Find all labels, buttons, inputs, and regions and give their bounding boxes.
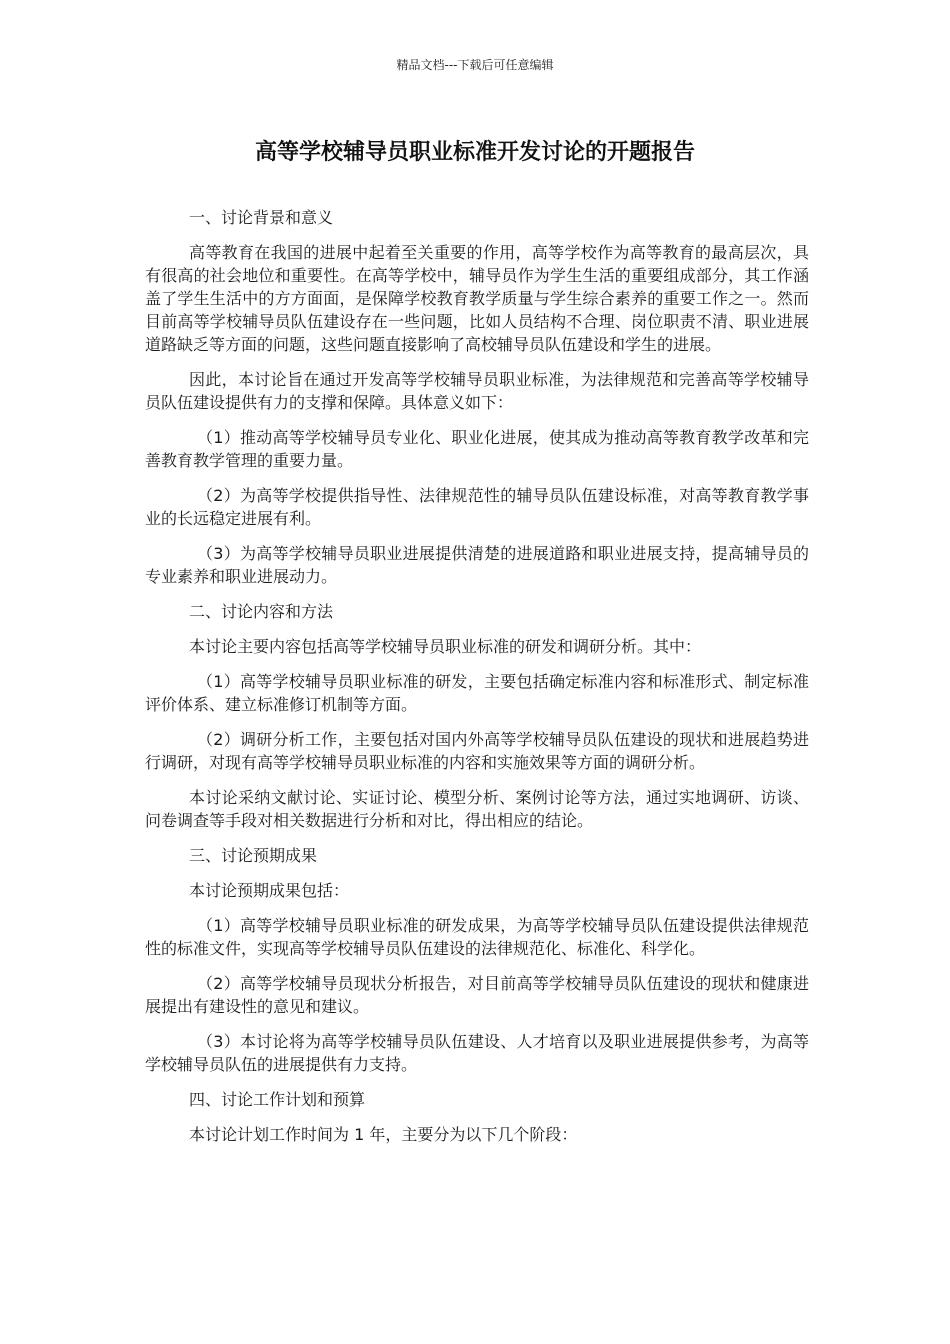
list-item: （2）调研分析工作，主要包括对国内外高等学校辅导员队伍建设的现状和进展趋势进行调研，对现有高等学校辅导员职业标准的内容和实施效果等方面的调研分析。 [145, 730, 809, 772]
section-heading-3: 三、讨论预期成果 [189, 846, 318, 865]
list-item: （3）为高等学校辅导员职业进展提供清楚的进展道路和职业进展支持，提高辅导员的专业素养和职业进展动力。 [145, 544, 809, 586]
section-heading-1: 一、讨论背景和意义 [189, 208, 334, 227]
list-item: （2）高等学校辅导员现状分析报告，对目前高等学校辅导员队伍建设的现状和健康进展提出有建设性的意见和建议。 [145, 974, 809, 1016]
list-item: （1）推动高等学校辅导员专业化、职业化进展，使其成为推动高等教育教学改革和完善教育教学管理的重要力量。 [145, 428, 809, 470]
paragraph: 因此，本讨论旨在通过开发高等学校辅导员职业标准，为法律规范和完善高等学校辅导员队伍建设提供有力的支撑和保障。具体意义如下： [145, 370, 809, 412]
document-title: 高等学校辅导员职业标准开发讨论的开题报告 [254, 140, 695, 165]
document-body [145, 206, 809, 1158]
section-heading-4: 四、讨论工作计划和预算 [189, 1090, 366, 1109]
paragraph: 高等教育在我国的进展中起着至关重要的作用，高等学校作为高等教育的最高层次，具有很高的社会地位和重要性。在高等学校中，辅导员作为学生生活的重要组成部分，其工作涵盖了学生生活中的方方面面，是保障学校教育教学质量与学生综合素养的重要工作之一。然而目前高等学校辅导员队伍建设存在一些问题，比如人员结构不合理、岗位职责不清、职业进展道路缺乏等方面的问题，这些问题直接影响了高校辅导员队伍建设和学生的进展。 [145, 243, 809, 354]
paragraph: 本讨论预期成果包括： [189, 881, 350, 900]
paragraph: 本讨论采纳文献讨论、实证讨论、模型分析、案例讨论等方法，通过实地调研、访谈、问卷调查等手段对相关数据进行分析和对比，得出相应的结论。 [145, 788, 809, 830]
paragraph: 本讨论主要内容包括高等学校辅导员职业标准的研发和调研分析。其中： [189, 637, 702, 656]
section-heading-2: 二、讨论内容和方法 [189, 602, 334, 621]
paragraph: 本讨论计划工作时间为 1 年，主要分为以下几个阶段： [189, 1125, 578, 1144]
list-item: （3）本讨论将为高等学校辅导员队伍建设、人才培育以及职业进展提供参考，为高等学校辅导员队伍的进展提供有力支持。 [145, 1032, 809, 1074]
list-item: （1）高等学校辅导员职业标准的研发，主要包括确定标准内容和标准形式、制定标准评价体系、建立标准修订机制等方面。 [145, 672, 809, 714]
list-item: （1）高等学校辅导员职业标准的研发成果，为高等学校辅导员队伍建设提供法律规范性的标准文件，实现高等学校辅导员队伍建设的法律规范化、标准化、科学化。 [145, 916, 809, 958]
list-item: （2）为高等学校提供指导性、法律规范性的辅导员队伍建设标准，对高等教育教学事业的长远稳定进展有利。 [145, 486, 809, 528]
page-header-note: 精品文档---下载后可任意编辑 [396, 58, 554, 72]
